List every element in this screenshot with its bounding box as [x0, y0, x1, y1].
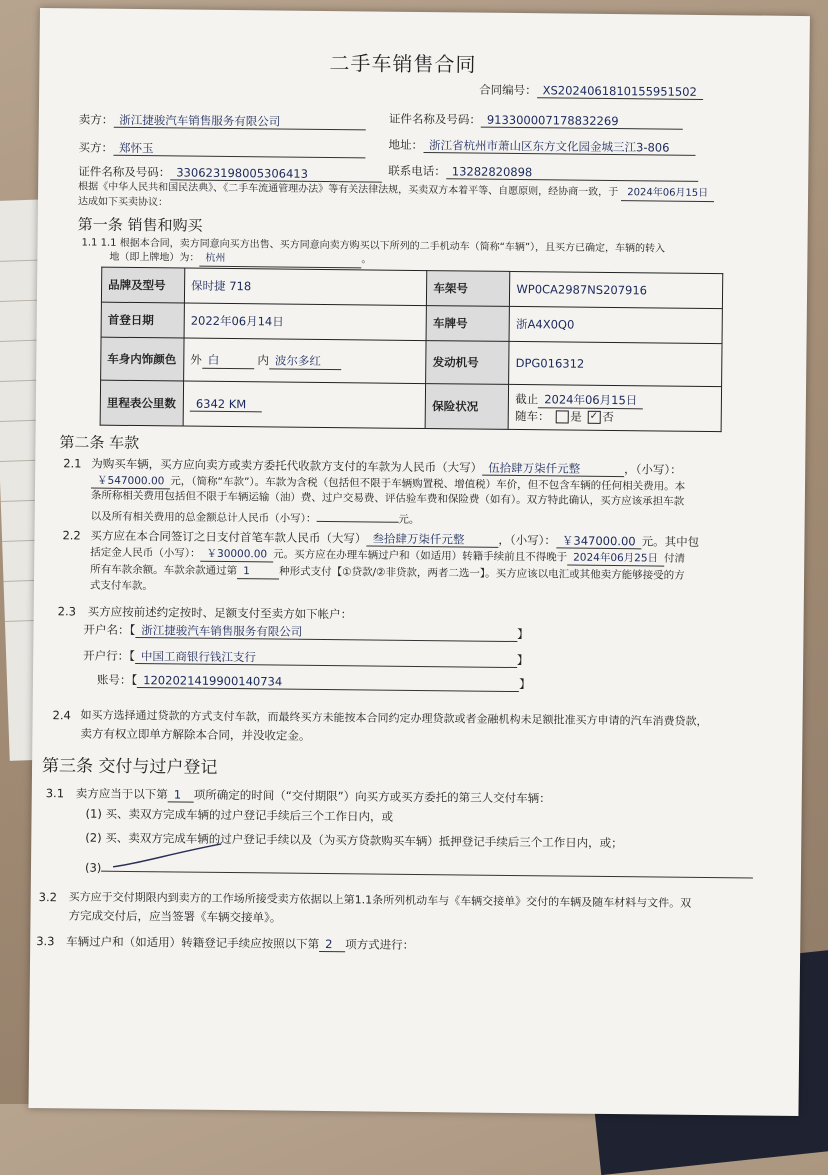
clause-2-1-line1: 为购买车辆，买方应向卖方或卖方委托代收款方支付的车款为人民币（大写） 伍拾肆万柒仟元整 ，（小写）：: [91, 456, 682, 477]
color-label: 车身内饰颜色: [101, 337, 184, 381]
vehicle-table: [100, 267, 724, 433]
option-2: (2) 买、卖双方完成车辆的过户登记手续以及（为买方贷款购买车辆）抵押登记手续后三个工作日内，或；: [85, 830, 623, 851]
clause-3-2-line2: 方完成交付后，应当签署《车辆交接单》。: [68, 908, 282, 925]
option-3: (3): [85, 857, 753, 882]
pen-stroke: [111, 841, 231, 872]
seller-cert-field: 证件名称及号码： 913300007178832269: [389, 112, 683, 130]
insurance-label: 保险状况: [425, 384, 508, 430]
vin-value: WP0CA2987NS207916: [510, 271, 723, 308]
clause-1-1-place: 地（即上牌地）为： 杭州 。: [109, 251, 371, 269]
account-number-row: 账号：【 1202021419900140734 】: [96, 672, 531, 692]
clause-3-2-num: 3.2: [38, 890, 58, 905]
seller-field: 卖方： 浙江捷骏汽车销售服务有限公司: [79, 112, 366, 130]
clause-3-3-num: 3.3: [36, 934, 55, 949]
clause-2-1-line2: ￥547000.00 元，（简称“车款”）。车款为含税（包括但不限于车辆购置税、增值税）车价，但不包含车辆的任何相关费用。本: [91, 474, 685, 495]
clause-2-1-num: 2.1: [63, 456, 82, 471]
contract-number: 合同编号： XS2024061810155951502: [479, 83, 703, 100]
clause-2-2-line1: 买方应在本合同签订之日支付首笔车款人民币（大写） 叁拾肆万柒仟元整 ，（小写）： ￥347000.00 元。其中包: [90, 528, 700, 549]
clause-3-2-line1: 买方应于交付期限内到卖方的工作场所接受卖方依据以上第1.1条所列机动车与《车辆交接单》交付的车辆及随车材料与文件。双: [68, 890, 692, 910]
clause-3-1-text: 卖方应当于以下第 1 项所确定的时间（“交付期限”）向买方或买方委托的第三人交付车辆：: [75, 786, 551, 806]
engine-label: 发动机号: [426, 341, 509, 385]
option-1: (1) 买、卖双方完成车辆的过户登记手续后三个工作日内，或: [85, 806, 394, 824]
yes-checkbox: [555, 410, 568, 423]
clause-2-1-line4: 以及所有相关费用的总金额总计人民币（小写）： 元。: [91, 505, 420, 527]
brand-value: 保时捷 718: [184, 268, 427, 306]
buyer-field: 买方： 郑怀玉: [78, 140, 365, 158]
clause-2-4-line1: 如买方选择通过贷款的方式支付车款，而最终买方未能按本合同约定办理贷款或者金融机构未足额批准买方申请的汽车消费贷款，: [80, 708, 708, 729]
article-1-heading: 第一条 销售和购买: [77, 215, 203, 235]
preamble-end: 达成如下买卖协议：: [77, 196, 169, 209]
plate-label: 车牌号: [426, 306, 509, 342]
clause-3-1-num: 3.1: [45, 786, 65, 801]
clause-2-2-line3: 所有车款余额。车款余款通过第 1 种形式支付【①贷款/②非贷款，两者二选一】。买方应该以电汇或其他卖方能够接受的方: [90, 563, 685, 582]
no-checkbox: ✓: [587, 410, 600, 423]
clause-2-2-num: 2.2: [62, 528, 81, 543]
engine-value: DPG016312: [509, 341, 722, 386]
plate-value: 浙A4X0Q0: [509, 306, 722, 343]
buyer-cert-field: 证件名称及号码： 330623198005306413: [78, 164, 382, 182]
preamble: 根据《中华人民共和国民法典》、《二手车流通管理办法》等有关法律法规，买卖双方本着平等、自愿原则，经协商一致，于 2024年06月15日: [78, 180, 714, 202]
bank-row: 开户行：【 中国工商银行钱江支行 】: [83, 648, 529, 668]
clause-2-4-num: 2.4: [52, 708, 71, 723]
brand-label: 品牌及型号: [101, 267, 184, 303]
vin-label: 车架号: [427, 271, 510, 307]
clause-2-4-line2: 卖方有权立即单方解除本合同，并没收定金。: [80, 726, 311, 743]
color-value: 外 白 内 波尔多红: [184, 338, 427, 384]
phone-field: 联系电话： 13282820898: [388, 164, 698, 182]
clause-3-3-text: 车辆过户和（如适用）转籍登记手续应按照以下第 2 项方式进行：: [66, 934, 415, 952]
address-field: 地址： 浙江省杭州市萧山区东方文化园金城三江3-806: [389, 138, 696, 156]
mileage-label: 里程表公里数: [100, 380, 183, 426]
page-title: 二手车销售合同: [329, 51, 477, 77]
reg-date-label: 首登日期: [101, 302, 184, 338]
clause-2-3-num: 2.3: [57, 604, 77, 619]
account-name-row: 开户名：【 浙江捷骏汽车销售服务有限公司 】: [83, 622, 529, 642]
contract-page: [28, 8, 809, 1116]
clause-2-2-line2: 括定金人民币（小写）： ￥30000.00 元。买方应在办理车辆过户和（如适用）转籍手续前且不得晚于 2024年06月25日 付清: [90, 546, 686, 565]
clause-2-3-text: 买方应按前述约定按时、足额支付至卖方如下帐户：: [87, 604, 353, 622]
article-3-heading: 第三条 交付与过户登记: [41, 756, 218, 778]
article-2-heading: 第二条 车款: [59, 433, 140, 453]
reg-date-value: 2022年06月14日: [184, 303, 427, 341]
clause-1-1: 1.1 1.1 根据本合同，卖方同意向买方出售、买方同意向卖方购买以下所列的二手机动车（简称“车辆”），且买方已确定，车辆的转入: [81, 237, 666, 255]
mileage-value: 6342 KM: [183, 381, 426, 429]
clause-2-1-line3: 条所称相关费用包括但不限于车辆运输（油）费、过户交易费、评估验车费和保险费（如有）。双方特此确认，买方应该承担车款: [90, 489, 685, 508]
clause-2-2-line4: 式支付车款。: [89, 579, 154, 593]
insurance-value: 截止 2024年06月15日 随车： 是 ✓ 否: [508, 384, 721, 431]
